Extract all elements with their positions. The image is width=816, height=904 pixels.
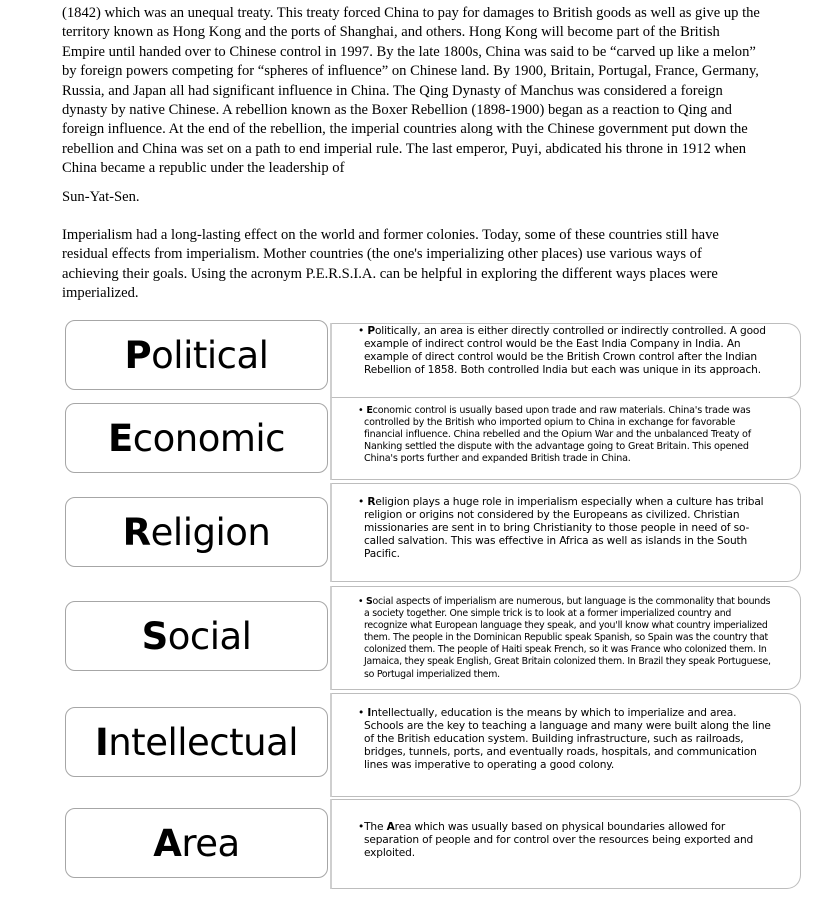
- term-label: Area: [153, 821, 240, 865]
- body-paragraph-china: (1842) which was an unequal treaty. This treaty forced China to pay for damages to British goods as well as give up the territory known as Hong Kong and the ports of Shanghai, and others. Hong Kong will become part of the British Empire until handed over to Chinese control in 1997. By the late 1800s, China was said to be “carved up like a melon” by foreign powers competing for “spheres of influence” on Chinese land. By 1900, Britain, Portugal, France, Germany, Russia, and Japan all had significant influence in China. The Qing Dynasty of Manchus was considered a foreign dynasty by native Chinese. A rebellion known as the Boxer Rebellion (1898-1900) began as a reaction to Qing and foreign influence. At the end of the rebellion, the imperial countries along with the Chinese government put down the rebellion and China was set on a path to end imperial rule. The last emperor, Puyi, abdicated his throne in 1912 when China became a republic under the leadership of: [62, 5, 760, 177]
- term-label: Religion: [122, 510, 271, 554]
- body-paragraph-china-tail: Sun-Yat-Sen.: [62, 189, 140, 205]
- description-text: • Politically, an area is either directly controlled or indirectly controlled. A good example of indirect control would be the East India Company in India. An example of direct control would be the British Crown control after the Indian Rebellion of 1858. Both controlled India but each was unique in its approach.: [358, 325, 766, 377]
- term-label: Political: [124, 333, 269, 377]
- term-label: Economic: [107, 416, 285, 460]
- bullet-icon: •: [358, 821, 365, 833]
- description-text: • Religion plays a huge role in imperialism especially when a culture has tribal religion or origins not considered by the Europeans as civilized. Christian missionaries are sent in to bring Christianity to those people in need of so-called salvation. This was effective in Africa as well as islands in the South Pacific.: [358, 496, 764, 561]
- bullet-icon: •: [358, 325, 368, 337]
- description-text: • Intellectually, education is the means by which to imperialize and area. Schools are the key to teaching a language and many were built along the line of the British education system. Building infrastructure, such as railroads, bridges, tunnels, ports, and eventually roads, hospitals, and communication lines was imperative to operating a good colony.: [358, 707, 771, 772]
- term-box-economic: [65, 403, 328, 473]
- description-box-economic: [330, 397, 801, 480]
- term-box-political: [65, 320, 328, 390]
- description-text: • Social aspects of imperialism are numerous, but language is the commonality that bounds a society together. One simple trick is to look at a former imperialized country and recognize what European language they speak, and you'll know what country imperialized them. The people in the Dominican Republic speak Spanish, so Spain was the country that colonized them. The people of Haiti speak French, so it was France who colonized them. In Jamaica, they speak English, Great Britain colonized them. In Brazil they speak Portuguese, so Portugal imperialized them.: [358, 596, 771, 680]
- description-text: •The Area which was usually based on physical boundaries allowed for separation of people and for control over the resources being exported and exploited.: [358, 821, 754, 860]
- body-paragraph-persia-intro: Imperialism had a long-lasting effect on the world and former colonies. Today, some of these countries still have residual effects from imperialism. Mother countries (the one's imperializing other places) use various ways of achieving their goals. Using the acronym P.E.R.S.I.A. can be helpful in exploring the different ways places were imperialized.: [62, 227, 719, 302]
- term-box-religion: [65, 497, 328, 567]
- description-box-intellectual: [330, 693, 801, 797]
- bullet-icon: •: [358, 596, 367, 607]
- description-box-area: [330, 799, 801, 889]
- bullet-icon: •: [358, 405, 367, 416]
- description-box-religion: [330, 483, 801, 582]
- term-box-area: [65, 808, 328, 878]
- description-box-social: [330, 586, 801, 690]
- term-box-social: [65, 601, 328, 671]
- term-label: Social: [141, 614, 252, 658]
- bullet-icon: •: [358, 707, 368, 719]
- term-box-intellectual: [65, 707, 328, 777]
- description-box-political: [330, 323, 801, 398]
- bullet-icon: •: [358, 496, 368, 508]
- term-label: Intellectual: [94, 720, 299, 764]
- description-text: • Economic control is usually based upon trade and raw materials. China's trade was controlled by the British who imported opium to China in exchange for favorable financial influence. China rebelled and the Opium War and the unbalanced Treaty of Nanking settled the dispute with the advantage going to Great Britain. This opened China's ports further and expanded British trade in China.: [358, 405, 751, 465]
